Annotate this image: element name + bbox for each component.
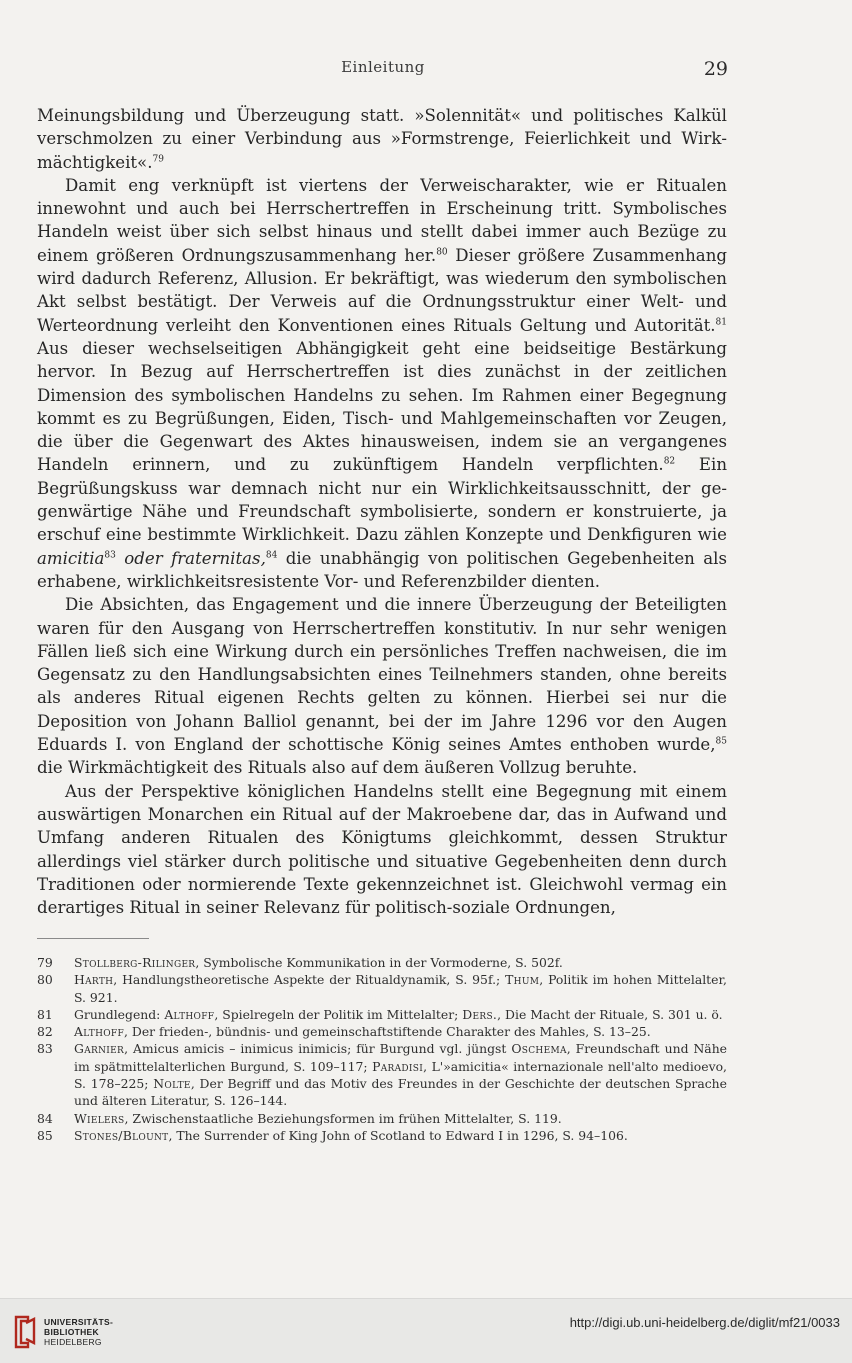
footnote-ref-85[interactable]: 85	[715, 736, 727, 747]
footnote-text: , Der Begriff und das Motiv des Freundes in der Geschichte der deutschen Sprache und älteren Literatur, S. 126–144.	[74, 1076, 727, 1109]
footnote-number: 81	[37, 1006, 53, 1022]
running-head	[0, 58, 852, 80]
text-run: Aus der Perspektive königlichen Handelns stellt eine Begegnung mit einem auswärtigen Monarchen ein Ritual auf der Makroebene dar, das in Aufwand und Umfang anderen Ritualen des Königtums gleichkommt, dessen Struktur allerdings viel stärker durch politische und situative Gegebenheiten denn durch Traditionen oder normierende Texte gekennzeichnet ist. Gleichwohl vermag ein derartiges Ritual in seiner Relevanz für politisch-soziale Ordnungen,	[37, 781, 727, 918]
footnote-ref-79[interactable]: 79	[152, 154, 164, 165]
footnote-text: , Der frieden-, bündnis- und gemeinschaftstiftende Charakter des Mahles, S. 13–25.	[124, 1024, 651, 1040]
running-head-title: Einleitung	[341, 58, 425, 76]
footnote-divider	[37, 938, 149, 939]
author-name: Althoff	[164, 1006, 215, 1022]
author-name: Althoff	[74, 1024, 125, 1040]
footnote-text: , Freundschaft und Nähe im spätmittelalterlichen Burgund, S. 109–117;	[74, 1041, 728, 1074]
text-run-italic: oder	[115, 548, 172, 568]
text-run: Die Absichten, das Engagement und die innere Überzeugung der Beteiligten waren für den Ausgang von Herrschertreffen konstitutiv. In nur sehr wenigen Fällen ließ sich eine Wirkung durch ein persönliches Treffen nachweisen, die im Gegensatz zu den Handlungsabsichten eines Teilnehmers standen, ohne bereits als anderes Ritual eigenen Rechts gelten zu können. Hierbei sei nur die Deposition von Johann Balliol genannt, bei der im Jahre 1296 vor den Augen Eduards I. von England der schottische König seines Amtes enthoben wurde,	[37, 595, 727, 755]
logo-line: HEIDELBERG	[44, 1337, 102, 1347]
paragraph-4	[37, 780, 727, 920]
text-run: Aus dieser wechselseitigen Abhängigkeit geht eine beidseitige Bestärkung hervor. In Bezug auf Herrschertreffen ist dies zunächst in der zeitlichen Dimension des symbolischen Handelns zu sehen. Im Rahmen einer Begegnung kommt es zu Begrüßungen, Eiden, Tisch- und Mahlgemeinschaften vor Zeugen, die über die Gegenwart des Aktes hinausweisen, indem sie an vergangenes Handeln erinnern, und zu zukünftigem Handeln verpflichten.	[37, 338, 727, 475]
footnote-81	[37, 1006, 727, 1023]
footnote-84	[37, 1110, 727, 1127]
footnote-85	[37, 1127, 727, 1144]
footnote-ref-82[interactable]: 82	[663, 456, 676, 467]
author-name: Stollberg-Rilinger	[74, 955, 196, 970]
footnote-number: 80	[37, 972, 53, 988]
text-run: die unabhängig von politischen Gegebenheiten als erhabene, wirklichkeitsresistente Vor- und Referenzbilder dienten.	[37, 548, 727, 591]
author-name: Wielers	[74, 1110, 125, 1126]
text-run: die Wirkmächtigkeit des Rituals also auf dem äußeren Vollzug beruhte.	[37, 758, 638, 778]
term-amicitia: amicitia	[37, 548, 105, 568]
term-fraternitas: fraternitas,	[171, 548, 266, 568]
footnote-text: , Amicus amicis – inimicus inimicis; für Burgund vgl. jüngst	[124, 1041, 512, 1057]
library-logo-icon[interactable]	[12, 1313, 38, 1349]
author-name: Stones/Blount	[74, 1127, 169, 1143]
paragraph-3	[37, 593, 727, 779]
page-number: 29	[703, 58, 728, 80]
footnote-text: , Die Macht der Rituale, S. 301 u. ö.	[497, 1006, 723, 1022]
logo-line: BIBLIOTHEK	[44, 1327, 99, 1337]
footnote-82	[37, 1023, 727, 1040]
footnote-text: , Handlungstheoretische Aspekte der Ritualdynamik, S. 95f.;	[113, 972, 506, 988]
text-run: Ein Begrüßungskuss war demnach nicht nur ein Wirklichkeitsausschnitt, der gegenwärtige Nähe und Freundschaft symbolisierte, sondern er konstruierte, ja erschuf eine bestimmte Wirklichkeit. Dazu zählen Konzepte und Denkfiguren wie	[37, 455, 728, 545]
library-logo-text	[44, 1317, 113, 1347]
author-name: Oschema	[511, 1041, 567, 1057]
footnote-number: 79	[37, 955, 53, 970]
footnote-number: 83	[37, 1041, 53, 1057]
footnote-ref-80[interactable]: 80	[436, 247, 448, 258]
author-name: Harth	[74, 972, 114, 988]
footnote-text: , The Surrender of King John of Scotland to Edward I in 1296, S. 94–106.	[168, 1127, 628, 1143]
footnote-ref-81[interactable]: 81	[715, 317, 727, 328]
footnote-ref-84[interactable]: 84	[265, 550, 278, 561]
text-run: Dieser größere Zusammenhang wird dadurch Referenz, Allusion. Er bekräftigt, was wiederum den symbolischen Akt selbst bestätigt. Der Verweis auf die Ordnungsstruktur einer Welt- und Werteordnung verleiht den Konventionen eines Rituals Geltung und Autorität.	[37, 245, 727, 335]
footnote-number: 85	[37, 1127, 53, 1143]
main-text	[37, 104, 727, 919]
footnote-83	[37, 1040, 727, 1109]
viewer-footer	[0, 1298, 852, 1363]
footnote-text: , Zwischenstaatliche Beziehungsformen im frühen Mittelalter, S. 119.	[124, 1110, 562, 1126]
footnote-ref-83[interactable]: 83	[104, 550, 116, 561]
permalink-url[interactable]: http://digi.ub.uni-heidelberg.de/diglit/mf21/0033	[569, 1315, 840, 1330]
author-name: Paradisi	[372, 1058, 424, 1074]
text-run: Damit eng verknüpft ist viertens der Verweischarakter, wie er Ritualen innewohnt und auch bei Herrschertreffen in Erscheinung tritt. Symbolisches Handeln weist über sich selbst hinaus und stellt dabei immer auch Bezüge zu einem größeren Ordnungszusammenhang her.	[37, 175, 727, 265]
footnote-text: , Spielregeln der Politik im Mittelalter;	[214, 1006, 463, 1022]
paragraph-2	[37, 174, 727, 593]
footnote-text: , Politik im hohen Mittelalter, S. 921.	[74, 972, 727, 1005]
footnote-text: , Symbolische Kommunikation in der Vormoderne, S. 502f.	[195, 955, 563, 970]
footnote-number: 84	[37, 1110, 53, 1126]
footnote-79	[37, 954, 727, 971]
footnote-number: 82	[37, 1024, 53, 1040]
footnote-80	[37, 971, 727, 1006]
author-name: Nolte	[153, 1076, 191, 1092]
paragraph-1	[37, 104, 727, 174]
author-name: Garnier	[74, 1041, 125, 1057]
author-name: Ders.	[462, 1006, 498, 1022]
footnotes	[37, 954, 727, 1144]
footnote-text: Grundlegend:	[74, 1006, 165, 1022]
logo-line: UNIVERSITÄTS-	[44, 1317, 114, 1327]
text-run: Meinungsbildung und Überzeugung statt. »Solennität« und politisches Kalkül verschmolzen zu einer Verbindung aus »Formstrenge, Feierlichkeit und Wirkmächtigkeit«.	[37, 106, 727, 172]
footnote-text: , L'»amicitia« internazionale nell'alto medioevo, S. 178–225;	[74, 1058, 727, 1092]
author-name: Thum	[505, 972, 540, 988]
